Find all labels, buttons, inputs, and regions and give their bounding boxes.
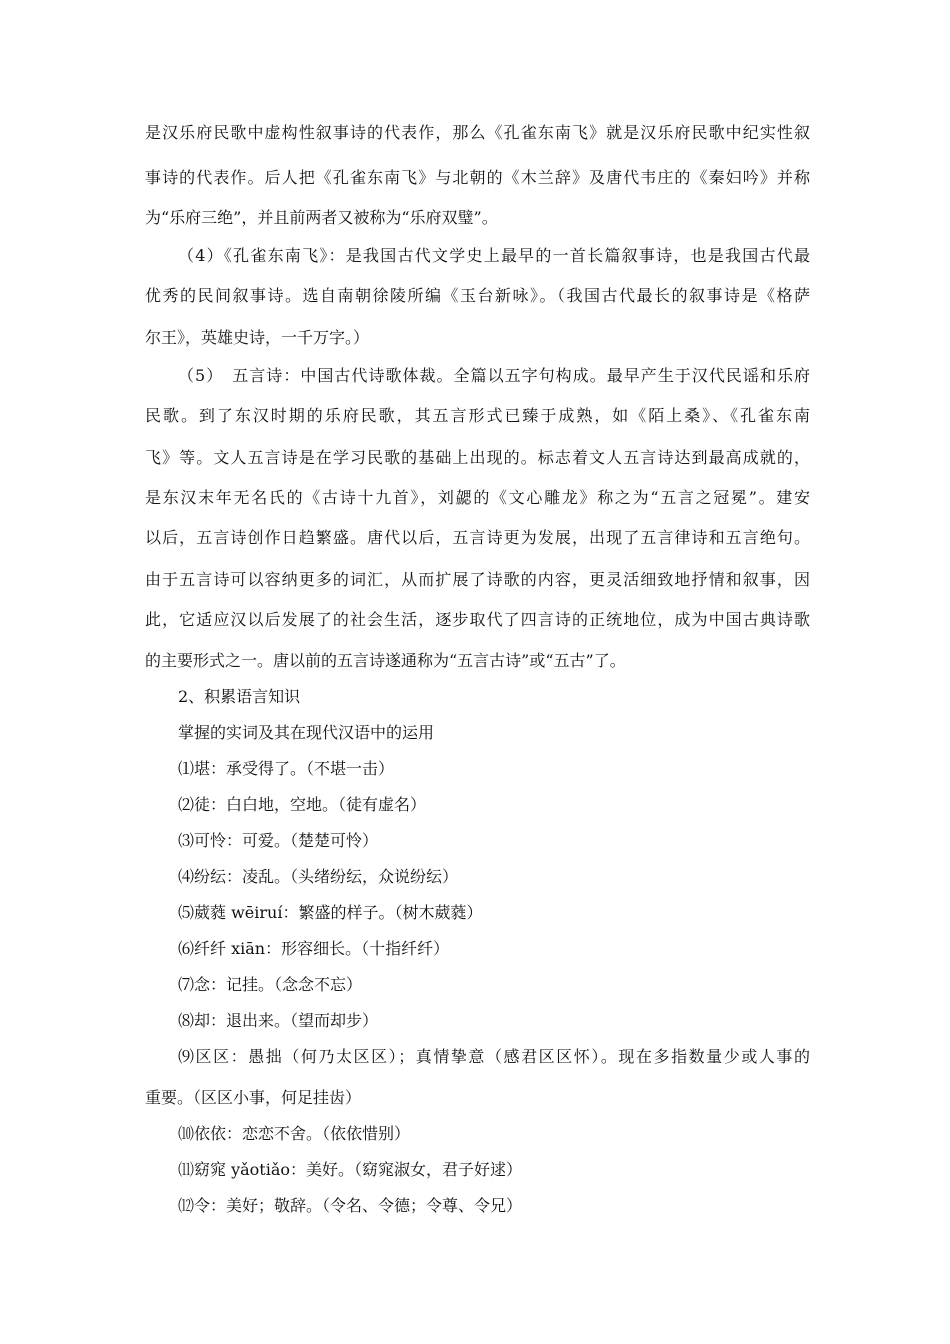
section-heading: 2、积累语言知识 — [178, 687, 301, 706]
paragraph-line: 民歌。到了东汉时期的乐府民歌，其五言形式已臻于成熟，如《陌上桑》、《孔雀东南 — [145, 406, 810, 425]
paragraph-line: 飞》等。文人五言诗是在学习民歌的基础上出现的。标志着文人五言诗达到最高成就的， — [145, 448, 810, 467]
vocab-item: ⑶可怜：可爱。（楚楚可怜） — [178, 831, 379, 850]
vocab-item: ⑻却：退出来。（望而却步） — [178, 1011, 379, 1030]
vocab-item: ⑿令：美好；敬辞。（令名、令德；令尊、令兄） — [178, 1196, 523, 1215]
vocab-item: ⑵徒：白白地，空地。（徒有虚名） — [178, 795, 427, 814]
paragraph-line: （4）《孔雀东南飞》：是我国古代文学史上最早的一首长篇叙事诗，也是我国古代最 — [178, 246, 810, 265]
paragraph-line: 是东汉末年无名氏的《古诗十九首》，刘勰的《文心雕龙》称之为“五言之冠冕”。建安 — [145, 488, 810, 507]
paragraph-line: 优秀的民间叙事诗。选自南朝徐陵所编《玉台新咏》。（我国古代最长的叙事诗是《格萨 — [145, 286, 810, 305]
paragraph-line: 尔王》，英雄史诗，一千万字。） — [145, 328, 370, 347]
section-subheading: 掌握的实词及其在现代汉语中的运用 — [178, 723, 435, 742]
vocab-item: ⑸葳蕤 wēiruí：繁盛的样子。（树木葳蕤） — [178, 903, 483, 922]
vocab-item: ⑺念：记挂。（念念不忘） — [178, 975, 363, 994]
vocab-item: ⑾窈窕 yǎotiǎo：美好。（窈窕淑女，君子好逑） — [178, 1160, 523, 1179]
paragraph-line: 的主要形式之一。唐以前的五言诗遂通称为“五言古诗”或“五古”了。 — [145, 651, 626, 670]
vocab-item-continuation: 重要。（区区小事，何足挂齿） — [145, 1088, 362, 1107]
paragraph-line: 事诗的代表作。后人把《孔雀东南飞》与北朝的《木兰辞》及唐代韦庄的《秦妇吟》并称 — [145, 168, 810, 187]
paragraph-line: 是汉乐府民歌中虚构性叙事诗的代表作，那么《孔雀东南飞》就是汉乐府民歌中纪实性叙 — [145, 123, 810, 142]
paragraph-line: （5） 五言诗：中国古代诗歌体裁。全篇以五字句构成。最早产生于汉代民谣和乐府 — [178, 366, 810, 385]
paragraph-line: 由于五言诗可以容纳更多的词汇，从而扩展了诗歌的内容，更灵活细致地抒情和叙事，因 — [145, 570, 810, 589]
paragraph-line: 此，它适应汉以后发展了的社会生活，逐步取代了四言诗的正统地位，成为中国古典诗歌 — [145, 610, 810, 629]
vocab-item: ⑴堪：承受得了。（不堪一击） — [178, 759, 395, 778]
vocab-item: ⑷纷纭：凌乱。（头绪纷纭，众说纷纭） — [178, 867, 459, 886]
vocab-item: ⑹纤纤 xiān：形容细长。（十指纤纤） — [178, 939, 450, 958]
paragraph-line: 以后，五言诗创作日趋繁盛。唐代以后，五言诗更为发展，出现了五言律诗和五言绝句。 — [145, 528, 810, 547]
vocab-item: ⑽依依：恋恋不舍。（依依惜别） — [178, 1124, 411, 1143]
vocab-item: ⑼区区：愚拙（何乃太区区）；真情挚意（感君区区怀）。现在多指数量少或人事的 — [178, 1047, 810, 1066]
paragraph-line: 为“乐府三绝”，并且前两者又被称为“乐府双璧”。 — [145, 208, 498, 227]
